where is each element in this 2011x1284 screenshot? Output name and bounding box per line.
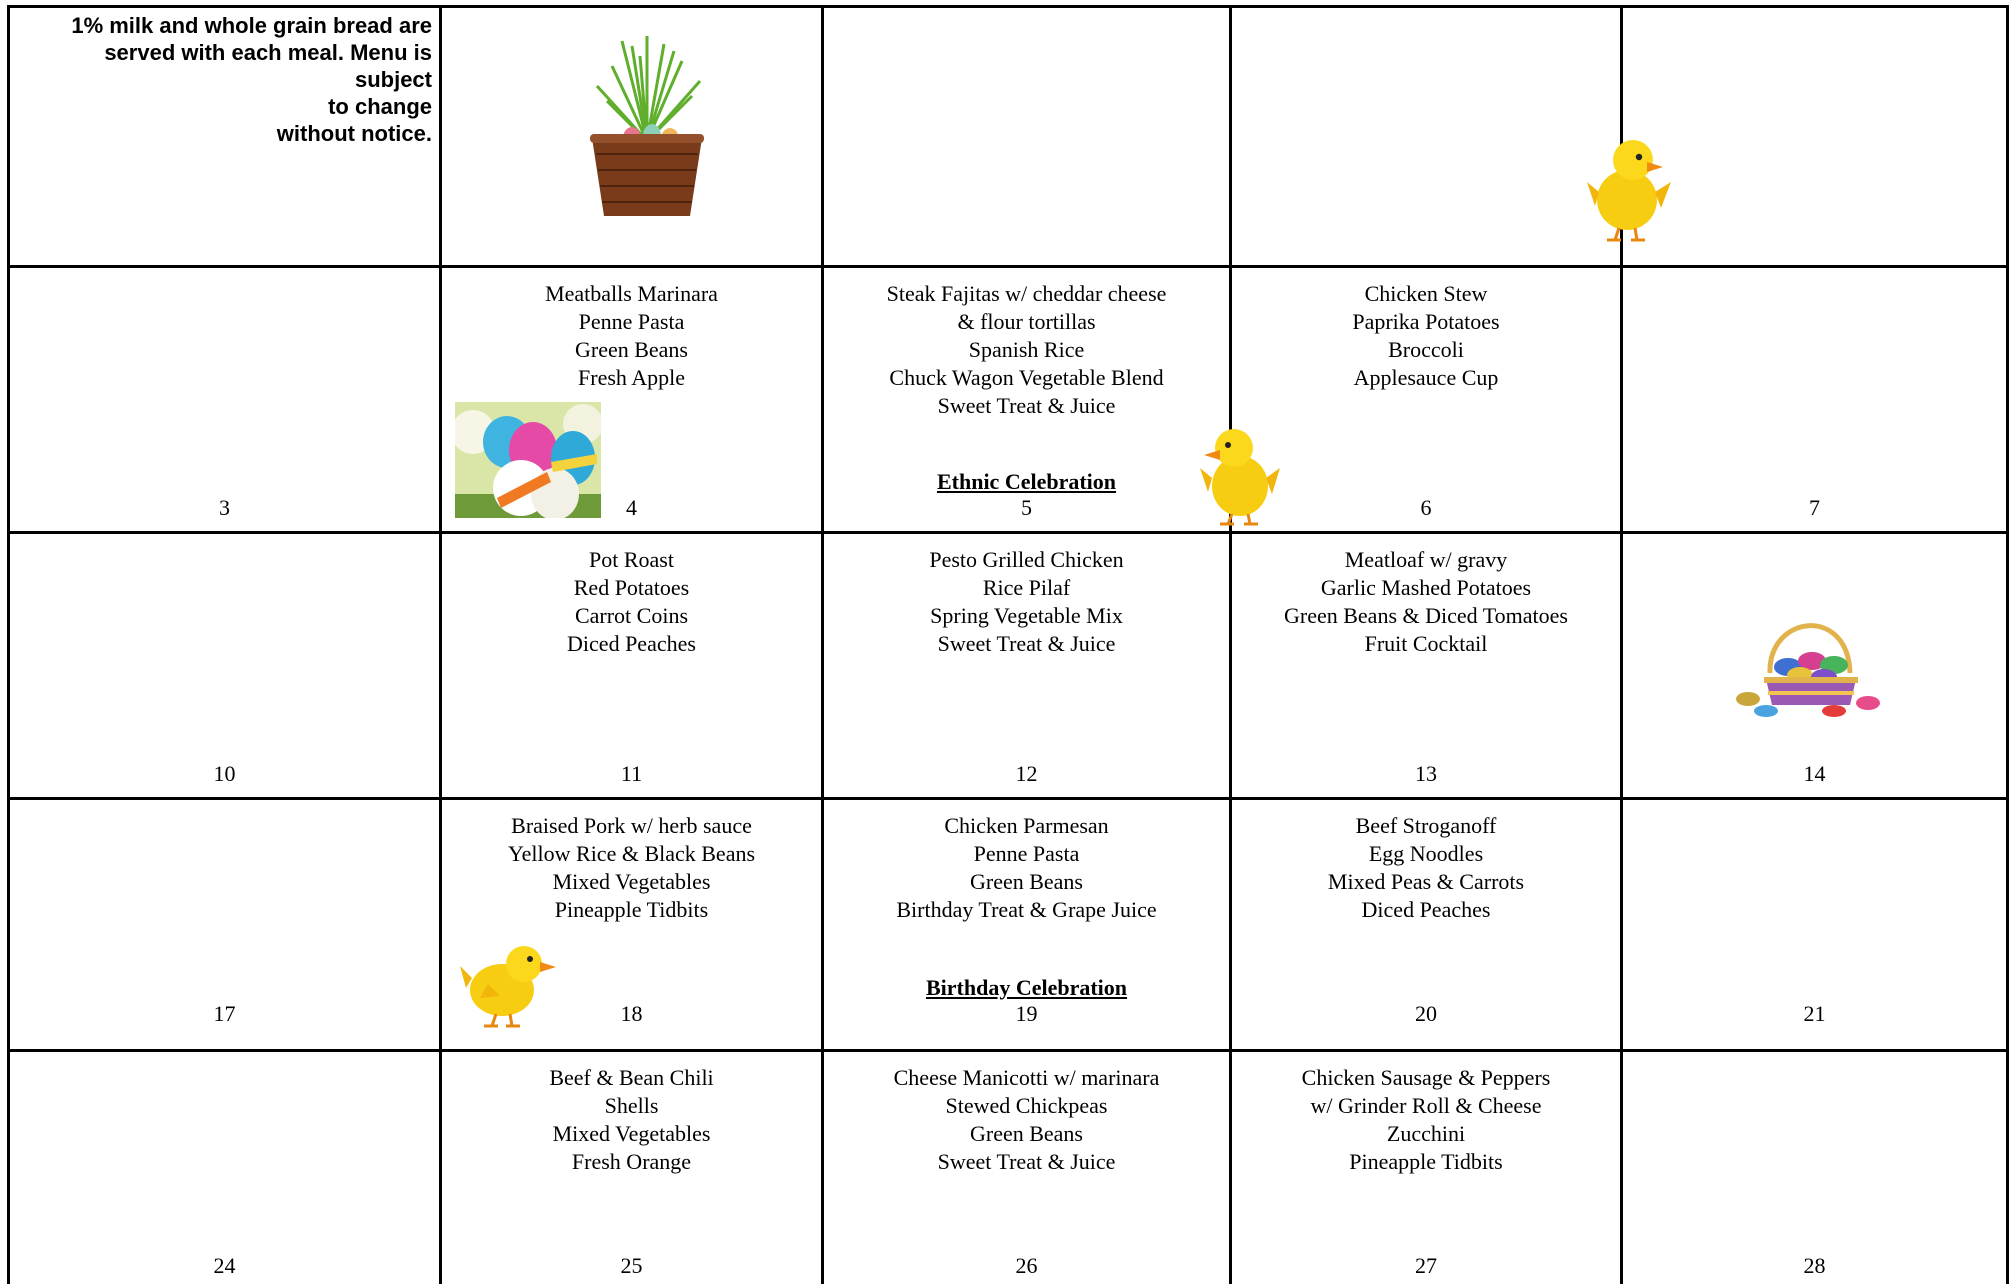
- menu-item: Meatloaf w/ gravy: [1344, 547, 1508, 572]
- menu-item: Spanish Rice: [968, 337, 1085, 362]
- note-line: served with each meal. Menu is: [104, 40, 432, 65]
- menu-items: [824, 546, 1229, 658]
- menu-item: Steak Fajitas w/ cheddar cheese: [886, 281, 1167, 306]
- menu-item: Egg Noodles: [1368, 841, 1484, 866]
- menu-item: Braised Pork w/ herb sauce: [511, 813, 752, 838]
- menu-items: [1232, 546, 1620, 658]
- menu-items: [1232, 812, 1620, 924]
- menu-item: Yellow Rice & Black Beans: [507, 841, 756, 866]
- menu-item: Green Beans: [969, 869, 1083, 894]
- day-number: 7: [1809, 495, 1820, 520]
- chick-icon: [460, 938, 560, 1032]
- day-cell: [1623, 268, 2006, 531]
- day-number: 13: [1415, 761, 1437, 786]
- menu-item: & flour tortillas: [957, 309, 1096, 334]
- menu-item: Fruit Cocktail: [1364, 631, 1488, 656]
- menu-item: Diced Peaches: [567, 631, 696, 656]
- menu-items: [442, 812, 821, 924]
- menu-item: Zucchini: [1386, 1121, 1466, 1146]
- day-cell: [1232, 268, 1620, 531]
- menu-item: Fresh Apple: [578, 365, 685, 390]
- day-cell: [824, 268, 1229, 531]
- menu-item: Stewed Chickpeas: [945, 1093, 1108, 1118]
- day-cell: [442, 1052, 821, 1284]
- celebration-label: Ethnic Celebration: [936, 469, 1117, 494]
- chick-icon: [1200, 418, 1280, 526]
- menu-item: Chicken Parmesan: [944, 813, 1109, 838]
- menu-item: Rice Pilaf: [982, 575, 1071, 600]
- menu-item: Broccoli: [1388, 337, 1464, 362]
- grid-line: [7, 5, 2009, 8]
- note-line: without notice.: [276, 121, 432, 146]
- day-cell: [10, 534, 439, 797]
- menu-item: Penne Pasta: [973, 841, 1080, 866]
- menu-item: Cheese Manicotti w/ marinara: [893, 1065, 1160, 1090]
- menu-item: Meatballs Marinara: [545, 281, 718, 306]
- day-cell: [1232, 534, 1620, 797]
- day-number: 24: [213, 1253, 236, 1278]
- menu-items: [824, 280, 1229, 420]
- day-number: 18: [620, 1001, 643, 1026]
- menu-item: Chuck Wagon Vegetable Blend: [889, 365, 1164, 390]
- day-cell: [1232, 1052, 1620, 1284]
- day-number: 12: [1015, 761, 1038, 786]
- menu-item: Mixed Peas & Carrots: [1327, 869, 1525, 894]
- menu-note: [10, 12, 432, 147]
- menu-item: Sweet Treat & Juice: [937, 393, 1116, 418]
- menu-item: Sweet Treat & Juice: [937, 631, 1116, 656]
- day-cell: [824, 1052, 1229, 1284]
- day-number: 28: [1803, 1253, 1826, 1278]
- menu-item: Mixed Vegetables: [552, 869, 711, 894]
- menu-item: Beef Stroganoff: [1355, 813, 1497, 838]
- day-number: 26: [1015, 1253, 1038, 1278]
- menu-item: Garlic Mashed Potatoes: [1320, 575, 1532, 600]
- menu-item: Chicken Stew: [1364, 281, 1488, 306]
- note-line: to change: [328, 94, 432, 119]
- menu-item: Carrot Coins: [574, 603, 689, 628]
- menu-items: [442, 280, 821, 392]
- day-number: 5: [1021, 495, 1032, 520]
- menu-item: Green Beans: [969, 1121, 1083, 1146]
- day-number: 20: [1415, 1001, 1437, 1026]
- menu-item: Pineapple Tidbits: [1349, 1149, 1503, 1174]
- day-number: 3: [219, 495, 230, 520]
- menu-item: Shells: [604, 1093, 659, 1118]
- day-number: 4: [626, 495, 637, 520]
- easter-eggs-photo: [455, 402, 601, 518]
- day-number: 10: [213, 761, 236, 786]
- menu-item: Birthday Treat & Grape Juice: [896, 897, 1157, 922]
- day-number: 27: [1415, 1253, 1437, 1278]
- menu-item: w/ Grinder Roll & Cheese: [1310, 1093, 1542, 1118]
- menu-items: [1232, 1064, 1620, 1176]
- grass-egg-basket-image: [552, 26, 742, 226]
- note-line: 1% milk and whole grain bread are: [71, 13, 432, 38]
- day-number: 11: [620, 761, 643, 786]
- day-number: 6: [1420, 495, 1432, 520]
- day-cell: [824, 534, 1229, 797]
- celebration-label: Birthday Celebration: [925, 975, 1128, 1000]
- day-cell: [442, 534, 821, 797]
- menu-item: Sweet Treat & Juice: [937, 1149, 1116, 1174]
- menu-item: Spring Vegetable Mix: [930, 603, 1123, 628]
- menu-item: Beef & Bean Chili: [549, 1065, 714, 1090]
- day-cell: [10, 268, 439, 531]
- menu-item: Diced Peaches: [1361, 897, 1491, 922]
- day-number: 21: [1803, 1001, 1826, 1026]
- grid-line: [2006, 5, 2009, 1284]
- menu-item: Penne Pasta: [578, 309, 685, 334]
- day-cell: [1623, 800, 2006, 1049]
- menu-item: Applesauce Cup: [1353, 365, 1499, 390]
- menu-item: Chicken Sausage & Peppers: [1301, 1065, 1551, 1090]
- day-number: 14: [1803, 761, 1826, 786]
- menu-item: Pot Roast: [589, 547, 674, 572]
- menu-item: Green Beans: [574, 337, 688, 362]
- menu-items: [824, 1064, 1229, 1176]
- note-line: subject: [354, 67, 432, 92]
- menu-item: Pesto Grilled Chicken: [929, 547, 1124, 572]
- day-number: 25: [620, 1253, 643, 1278]
- menu-items: [824, 812, 1229, 924]
- day-number: 19: [1015, 1001, 1038, 1026]
- day-cell: [10, 1052, 439, 1284]
- chick-icon: [1585, 130, 1675, 242]
- menu-item: Fresh Orange: [571, 1149, 692, 1174]
- day-cell: [1232, 800, 1620, 1049]
- day-number: 17: [213, 1001, 236, 1026]
- menu-item: Pineapple Tidbits: [554, 897, 709, 922]
- menu-items: [1232, 280, 1620, 392]
- menu-item: Paprika Potatoes: [1352, 309, 1500, 334]
- menu-items: [442, 1064, 821, 1176]
- day-cell: [1623, 1052, 2006, 1284]
- menu-item: Red Potatoes: [573, 575, 690, 600]
- day-cell: [824, 800, 1229, 1049]
- easter-egg-basket-image: [1728, 595, 1890, 717]
- day-cell: [10, 800, 439, 1049]
- menu-items: [442, 546, 821, 658]
- menu-item: Mixed Vegetables: [552, 1121, 711, 1146]
- menu-item: Green Beans & Diced Tomatoes: [1284, 603, 1568, 628]
